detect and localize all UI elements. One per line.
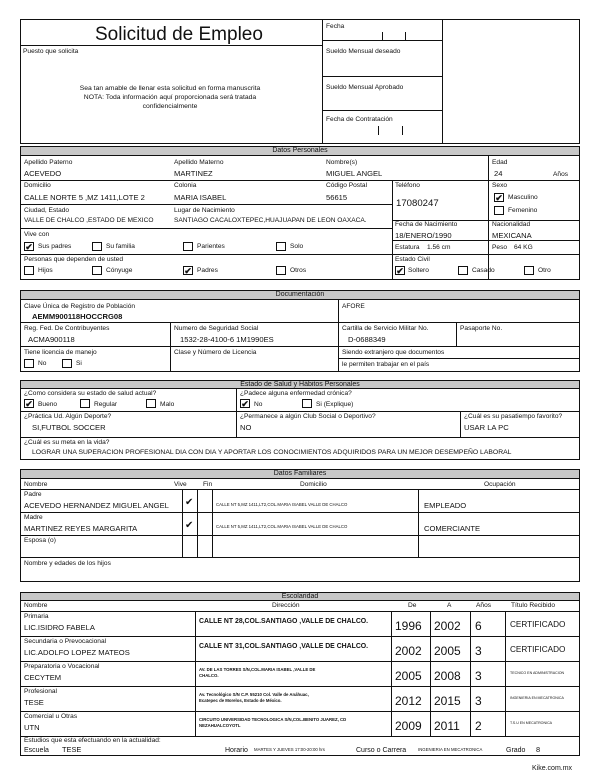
licencia-no-checkbox[interactable] xyxy=(24,359,34,368)
nacionalidad[interactable]: MEXICANA xyxy=(492,231,532,240)
nss[interactable]: 1532-28-4100-6 1M1990ES xyxy=(180,335,274,344)
escolaridad-row-label: Preparatoria o Vocacional xyxy=(24,663,100,670)
sueldo-aprobado-label: Sueldo Mensual Aprobado xyxy=(326,84,404,91)
vive-parientes-checkbox[interactable] xyxy=(183,242,193,251)
dep-padres-checkbox[interactable]: ✔ xyxy=(184,266,192,276)
curp[interactable]: AEMM900118HOCCRG08 xyxy=(32,312,123,321)
anio-fin[interactable]: 2005 xyxy=(434,644,461,658)
titulo-recibido[interactable]: CERTIFICADO xyxy=(510,620,566,629)
padre-domicilio[interactable]: CALLE NT 5,MZ 1411,LT2,COL.MARIA ISABEL VALLE DE CHALCO xyxy=(216,502,348,507)
salud-regular-checkbox[interactable] xyxy=(80,399,90,408)
salud-header: Estado de Salud y Hábitos Personales xyxy=(20,380,580,389)
titulo-recibido[interactable]: INGENIERIA EN MECATRONICA xyxy=(510,696,564,700)
domicilio[interactable]: CALLE NORTE 5 ,MZ 1411,LOTE 2 xyxy=(24,193,145,202)
escuela-direccion-2[interactable]: CHALCO. xyxy=(199,673,219,678)
padre-ocupacion[interactable]: EMPLEADO xyxy=(424,501,467,510)
titulo-recibido[interactable]: CERTIFICADO xyxy=(510,645,566,654)
escolaridad-header: Escolaridad xyxy=(20,592,580,601)
anio-fin[interactable]: 2011 xyxy=(434,719,460,733)
ciudad[interactable]: VALLE DE CHALCO ,ESTADO DE MEXICO xyxy=(24,217,154,224)
vive-padres-checkbox[interactable]: ✔ xyxy=(25,242,33,252)
madre-ocupacion[interactable]: COMERCIANTE xyxy=(424,524,481,533)
fecha-label: Fecha xyxy=(326,23,345,30)
anios-cursados[interactable]: 3 xyxy=(475,669,482,683)
masculino-checkbox[interactable]: ✔ xyxy=(495,193,503,203)
anios-cursados[interactable]: 3 xyxy=(475,644,482,658)
form-title: Solicitud de Empleo xyxy=(95,24,263,45)
estatura[interactable]: 1.56 cm xyxy=(427,244,451,251)
padre-vive-check[interactable]: ✔ xyxy=(185,497,194,508)
anio-fin[interactable]: 2015 xyxy=(434,694,461,708)
anio-inicio[interactable]: 2002 xyxy=(395,644,422,658)
femenino-checkbox[interactable] xyxy=(494,206,504,215)
cronica-no-checkbox[interactable]: ✔ xyxy=(241,399,249,409)
escolaridad-row-label: Secundaria o Prevocacional xyxy=(24,638,107,645)
anio-inicio[interactable]: 2009 xyxy=(395,719,422,733)
personales-header: Datos Personales xyxy=(20,146,580,156)
vive-familia-checkbox[interactable] xyxy=(92,242,102,251)
telefono[interactable]: 17080247 xyxy=(396,198,439,209)
escuela-actual[interactable]: TESE xyxy=(62,745,82,754)
casado-checkbox[interactable] xyxy=(458,266,468,275)
escuela-direccion[interactable]: CIRCUITO UNIVERSIDAD TECNOLOGICA S/N,COL.BENITO JUAREZ, CD xyxy=(199,717,347,722)
escuela-direccion[interactable]: AV. DE LAS TORRES S/N,COL.MARIA ISABEL ,VALLE DE xyxy=(199,667,316,672)
footer-watermark: Kike.com.mx xyxy=(532,765,573,772)
salud-malo-checkbox[interactable] xyxy=(146,399,156,408)
pasatiempo[interactable]: USAR LA PC xyxy=(464,423,509,432)
fecha-contratacion-label: Fecha de Contratación xyxy=(326,116,393,123)
madre-nombre[interactable]: MARTINEZ REYES MARGARITA xyxy=(24,524,138,533)
escolaridad-row-label: Profesional xyxy=(24,688,57,695)
dep-hijos-checkbox[interactable] xyxy=(24,266,34,275)
escuela-nombre[interactable]: LIC.ADOLFO LOPEZ MATEOS xyxy=(24,648,130,657)
escuela-direccion[interactable]: CALLE NT 31,COL.SANTIAGO ,VALLE DE CHALCO. xyxy=(199,643,369,650)
anio-fin[interactable]: 2002 xyxy=(434,619,461,633)
madre-domicilio[interactable]: CALLE NT 5,MZ 1411,LT2,COL.MARIA ISABEL VALLE DE CHALCO xyxy=(216,524,348,529)
escuela-direccion-2[interactable]: Ecatepec de Morelos, Estado de México. xyxy=(199,698,282,703)
dep-conyuge-checkbox[interactable] xyxy=(92,266,102,275)
escolaridad-box xyxy=(20,592,580,756)
escuela-nombre[interactable]: TESE xyxy=(24,698,44,707)
anio-fin[interactable]: 2008 xyxy=(434,669,461,683)
escuela-direccion-2[interactable]: NEZAHUALCOYOTL xyxy=(199,723,241,728)
anios-cursados[interactable]: 6 xyxy=(475,619,482,633)
otro-civil-checkbox[interactable] xyxy=(524,266,534,275)
salud-bueno-checkbox[interactable]: ✔ xyxy=(25,399,33,409)
lugar-nacimiento[interactable]: SANTIAGO CACALOXTEPEC,HUAJUAPAN DE LEON OAXACA. xyxy=(174,217,367,224)
colonia[interactable]: MARIA ISABEL xyxy=(174,193,227,202)
edad[interactable]: 24 xyxy=(494,169,503,178)
titulo-recibido[interactable]: TECNICO EN ADMINISTRACION xyxy=(510,671,565,675)
peso[interactable]: 64 KG xyxy=(514,244,533,251)
codigo-postal[interactable]: 56615 xyxy=(326,193,348,202)
apellido-materno[interactable]: MARTINEZ xyxy=(174,169,213,178)
escuela-direccion[interactable]: Av. Tecnológico S/N C.P. 55210 Col. Valle de Anáhuac, xyxy=(199,692,309,697)
anio-inicio[interactable]: 2012 xyxy=(395,694,422,708)
carrera[interactable]: INGENIERIA EN MECATRONICA xyxy=(418,747,483,752)
club[interactable]: NO xyxy=(240,423,252,432)
anios-cursados[interactable]: 2 xyxy=(475,719,482,733)
horario[interactable]: MARTES Y JUEVES 17:00-20:00 hrs xyxy=(254,747,325,752)
fecha-nacimiento[interactable]: 18/ENERO/1990 xyxy=(395,231,452,240)
escolaridad-row-label: Comercial u Otras xyxy=(24,713,78,720)
escuela-nombre[interactable]: CECYTEM xyxy=(24,673,62,682)
puesto-label: Puesto que solicita xyxy=(23,48,79,55)
familiares-header: Datos Familiares xyxy=(20,469,580,479)
padre-nombre[interactable]: ACEVEDO HERNANDEZ MIGUEL ANGEL xyxy=(24,501,169,510)
soltero-checkbox[interactable]: ✔ xyxy=(396,266,404,276)
escuela-nombre[interactable]: LIC.ISIDRO FABELA xyxy=(24,623,95,632)
meta[interactable]: LOGRAR UNA SUPERACION PROFESIONAL DIA CON DIA Y APORTAR LOS CONOCIMIENTOS ADQUIRIDOS PARA UN MEJOR DESEMPEÑO LABORAL xyxy=(32,449,512,456)
nombre[interactable]: MIGUEL ANGEL xyxy=(326,169,383,178)
cronica-si-checkbox[interactable] xyxy=(302,399,312,408)
escuela-direccion[interactable]: CALLE NT 28,COL.SANTIAGO ,VALLE DE CHALCO. xyxy=(199,618,369,625)
cartilla[interactable]: D-0688349 xyxy=(348,335,386,344)
grado[interactable]: 8 xyxy=(536,745,541,754)
sueldo-deseado-label: Sueldo Mensual deseado xyxy=(326,48,401,55)
madre-vive-check[interactable]: ✔ xyxy=(185,520,194,531)
deporte[interactable]: SI,FUTBOL SOCCER xyxy=(32,423,106,432)
rfc[interactable]: ACMA900118 xyxy=(28,335,75,344)
dep-otros-checkbox[interactable] xyxy=(276,266,286,275)
apellido-paterno[interactable]: ACEVEDO xyxy=(24,169,62,178)
anios-cursados[interactable]: 3 xyxy=(475,694,482,708)
vive-solo-checkbox[interactable] xyxy=(276,242,286,251)
escolaridad-row-label: Primaria xyxy=(24,613,49,620)
titulo-recibido[interactable]: T.S.U EN MECATRONICA xyxy=(510,721,553,725)
documentacion-header: Documentación xyxy=(20,290,580,300)
form-note: Sea tan amable de llenar esta solicitud en forma manuscrita NOTA: Toda información aquí proporcionada será tratada confidencialmente xyxy=(79,85,261,111)
licencia-si-checkbox[interactable] xyxy=(62,359,72,368)
anio-inicio[interactable]: 1996 xyxy=(395,619,422,633)
escuela-nombre[interactable]: UTN xyxy=(24,723,40,732)
anio-inicio[interactable]: 2005 xyxy=(395,669,422,683)
